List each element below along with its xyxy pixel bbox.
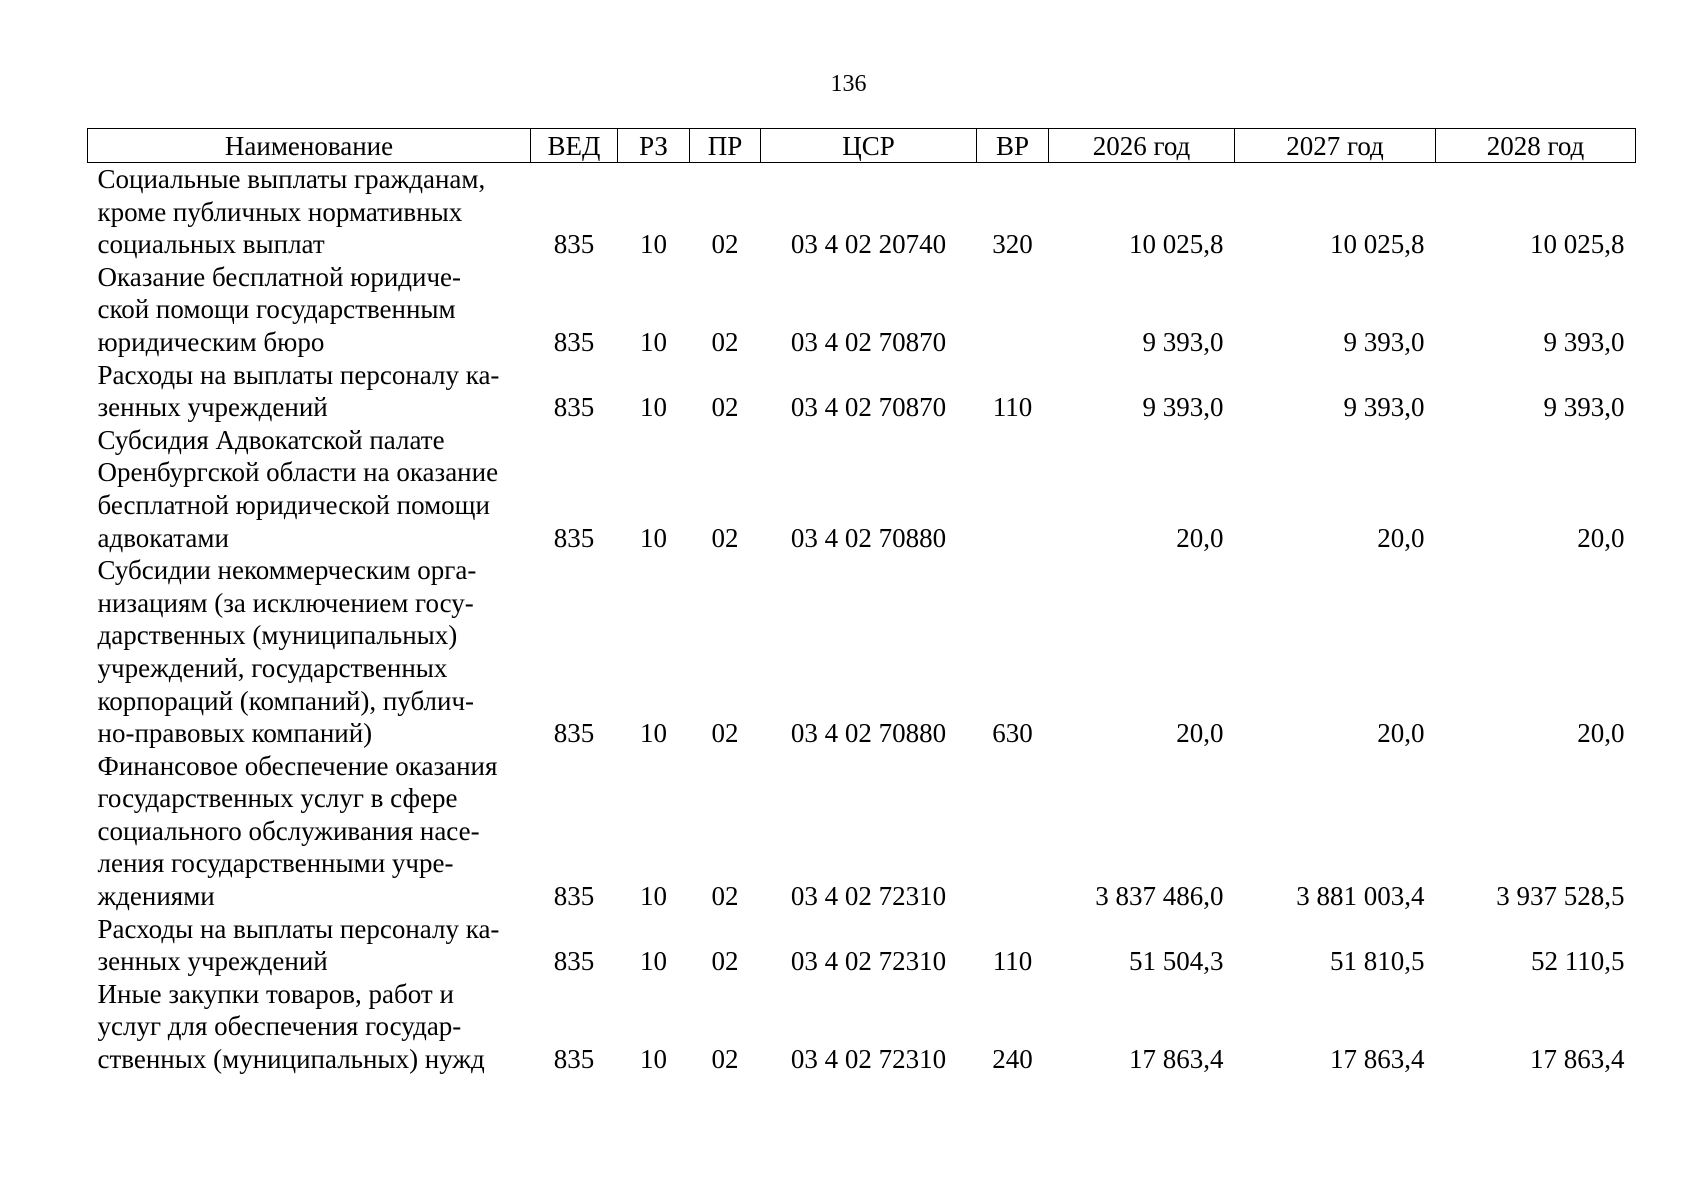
cell-2027: 9 393,0 [1343,392,1425,423]
header-name: Наименование [88,129,531,163]
cell-name-line: Оренбургской области на оказание [97,457,499,488]
cell-name-line: бесплатной юридической помощи [97,489,490,520]
cell-name-line: корпораций (компаний), публич- [97,685,475,716]
cell-csr: 03 4 02 20740 [790,229,947,260]
cell-vr: 110 [992,392,1033,423]
cell-name-line: Социальные выплаты гражданам, [97,164,486,194]
header-2027: 2027 год [1235,129,1436,163]
cell-rz: 10 [640,946,667,977]
cell-2027: 20,0 [1377,522,1425,553]
cell-csr: 03 4 02 70870 [790,392,947,423]
table-row [88,978,1636,1076]
cell-name [88,424,531,554]
cell-name [88,913,531,978]
cell-pr: 02 [711,881,739,912]
cell-2026: 20,0 [1176,522,1224,553]
cell-2028: 9 393,0 [1543,392,1625,423]
header-pr: ПР [690,129,761,163]
cell-ved: 835 [553,1044,595,1075]
cell-2027: 9 393,0 [1343,326,1425,357]
page-number: 136 [830,71,867,97]
cell-rz: 10 [640,1044,667,1075]
cell-2028: 17 863,4 [1530,1044,1625,1075]
cell-name-line: учреждений, государственных [97,652,448,683]
cell-pr: 02 [711,392,739,423]
cell-2026: 10 025,8 [1129,229,1224,260]
cell-vr [977,750,1049,913]
cell-ved: 835 [553,881,595,912]
cell-2027: 17 863,4 [1330,1044,1425,1075]
cell-name-line: кроме публичных нормативных [97,196,463,227]
cell-name-line: ждениями [97,881,215,912]
cell-pr: 02 [711,718,739,749]
cell-vr: 630 [992,718,1033,749]
cell-2026: 9 393,0 [1142,326,1224,357]
cell-2027: 3 881 003,4 [1296,881,1425,912]
cell-name-line: ления государственными учре- [97,848,454,879]
cell-2026: 51 504,3 [1129,946,1224,977]
cell-name-line: государственных услуг в сфере [97,783,458,814]
cell-name [88,261,531,359]
cell-ved: 835 [553,522,595,553]
cell-2028: 20,0 [1577,718,1625,749]
cell-pr: 02 [711,946,739,977]
cell-name-line: Оказание бесплатной юридиче- [97,261,462,292]
cell-2027: 10 025,8 [1330,229,1425,260]
cell-rz: 10 [640,326,667,357]
cell-name [88,554,531,750]
cell-2028: 52 110,5 [1531,946,1625,977]
cell-name-line: Расходы на выплаты персоналу ка- [97,913,500,944]
cell-vr [977,424,1049,554]
cell-ved: 835 [553,229,595,260]
cell-2028: 9 393,0 [1543,326,1625,357]
cell-vr: 110 [992,946,1033,977]
cell-name [88,978,531,1076]
cell-name-line: зенных учреждений [97,946,328,977]
table-row [88,359,1636,424]
cell-pr: 02 [711,1044,739,1075]
cell-name-line: юридическим бюро [97,326,325,357]
cell-pr: 02 [711,229,739,260]
cell-2026: 20,0 [1176,718,1224,749]
cell-pr: 02 [711,326,739,357]
cell-vr: 320 [992,229,1033,260]
cell-ved: 835 [553,326,595,357]
cell-name-line: дарственных (муниципальных) [97,620,458,651]
header-rz: РЗ [618,129,690,163]
cell-pr: 02 [711,522,739,553]
cell-name [88,359,531,424]
cell-2026: 3 837 486,0 [1095,881,1224,912]
cell-name-line: социального обслуживания насе- [97,815,480,846]
cell-2026: 17 863,4 [1129,1044,1224,1075]
cell-2027: 51 810,5 [1330,946,1425,977]
cell-name-line: Субсидия Адвокатской палате [97,424,445,455]
table-row [88,554,1636,750]
cell-name-line: адвокатами [97,522,229,553]
cell-rz: 10 [640,392,667,423]
cell-name-line: Субсидии некоммерческим орга- [97,555,477,586]
budget-table [87,128,1636,1076]
cell-rz: 10 [640,881,667,912]
cell-name-line: низациям (за исключением госу- [97,587,474,618]
cell-2027: 20,0 [1377,718,1425,749]
cell-2028: 20,0 [1577,522,1625,553]
cell-name-line: Расходы на выплаты персоналу ка- [97,359,500,390]
header-vr: ВР [977,129,1049,163]
cell-name-line: социальных выплат [97,229,325,260]
cell-csr: 03 4 02 72310 [790,946,947,977]
header-2026: 2026 год [1049,129,1235,163]
cell-name-line: Иные закупки товаров, работ и [97,978,454,1009]
cell-name-line: ской помощи государственным [97,294,456,325]
table-row [88,424,1636,554]
cell-name [88,163,531,261]
cell-name-line: Финансовое обеспечение оказания [97,750,498,781]
table-body [88,163,1636,1076]
cell-csr: 03 4 02 70880 [790,718,947,749]
cell-ved: 835 [553,392,595,423]
cell-name-line: зенных учреждений [97,392,328,423]
header-2028: 2028 год [1436,129,1636,163]
header-ved: ВЕД [531,129,618,163]
table-row [88,750,1636,913]
cell-ved: 835 [553,718,595,749]
table-row [88,913,1636,978]
cell-2026: 9 393,0 [1142,392,1224,423]
cell-name-line: ственных (муниципальных) нужд [97,1044,485,1075]
cell-2028: 10 025,8 [1530,229,1625,260]
cell-vr [977,261,1049,359]
cell-csr: 03 4 02 72310 [790,1044,947,1075]
table-row [88,163,1636,261]
header-csr: ЦСР [761,129,977,163]
table-header-row [88,129,1636,163]
cell-name [88,750,531,913]
cell-rz: 10 [640,229,667,260]
cell-rz: 10 [640,522,667,553]
cell-name-line: услуг для обеспечения государ- [97,1011,462,1042]
cell-csr: 03 4 02 72310 [790,881,947,912]
cell-csr: 03 4 02 70870 [790,326,947,357]
cell-ved: 835 [553,946,595,977]
cell-csr: 03 4 02 70880 [790,522,947,553]
cell-vr: 240 [992,1044,1033,1075]
cell-2028: 3 937 528,5 [1496,881,1625,912]
cell-rz: 10 [640,718,667,749]
table-row [88,261,1636,359]
cell-name-line: но-правовых компаний) [97,718,373,749]
